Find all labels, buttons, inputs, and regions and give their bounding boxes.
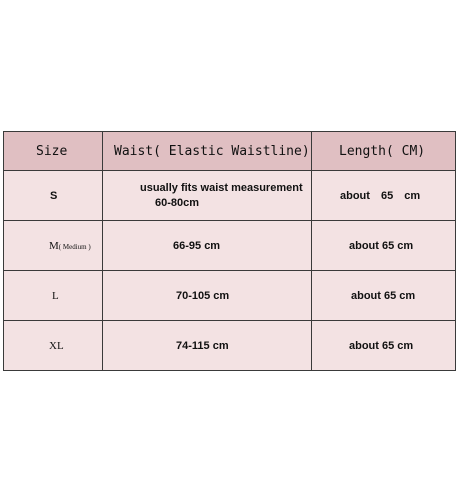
length-unit: cm (404, 189, 421, 202)
size-label: XL (49, 339, 64, 352)
length-cell (312, 321, 456, 371)
length-cell (312, 221, 456, 271)
header-waist: Waist( Elastic Waistline) (103, 132, 312, 171)
waist-text-line2: 60-80cm (155, 196, 200, 209)
table-row (4, 321, 456, 371)
size-cell (4, 321, 103, 371)
length-text: about 65 cm (349, 339, 414, 352)
size-chart-table (3, 131, 456, 371)
waist-cell (103, 321, 312, 371)
size-cell (4, 171, 103, 221)
header-length: Length( CM) (312, 132, 456, 171)
waist-text: 66-95 cm (173, 239, 221, 252)
table-row (4, 271, 456, 321)
size-label: M (49, 239, 59, 252)
waist-text: 70-105 cm (176, 289, 230, 302)
size-note: ( Medium ) (58, 242, 91, 251)
waist-cell (103, 271, 312, 321)
header-size: Size (4, 132, 103, 171)
size-label: L (52, 289, 59, 302)
size-label: S (50, 189, 58, 202)
table-header-row (4, 132, 456, 171)
length-text: about 65 cm (351, 289, 416, 302)
waist-cell (103, 171, 312, 221)
waist-text-line1: usually fits waist measurement (140, 181, 303, 194)
waist-cell (103, 221, 312, 271)
length-prefix: about (340, 189, 370, 202)
length-text: about 65 cm (349, 239, 414, 252)
table-row (4, 221, 456, 271)
length-value: 65 (380, 189, 394, 202)
size-cell (4, 271, 103, 321)
length-cell (312, 271, 456, 321)
waist-text: 74-115 cm (176, 339, 229, 352)
size-cell (4, 221, 103, 271)
length-cell (312, 171, 456, 221)
table-row (4, 171, 456, 221)
